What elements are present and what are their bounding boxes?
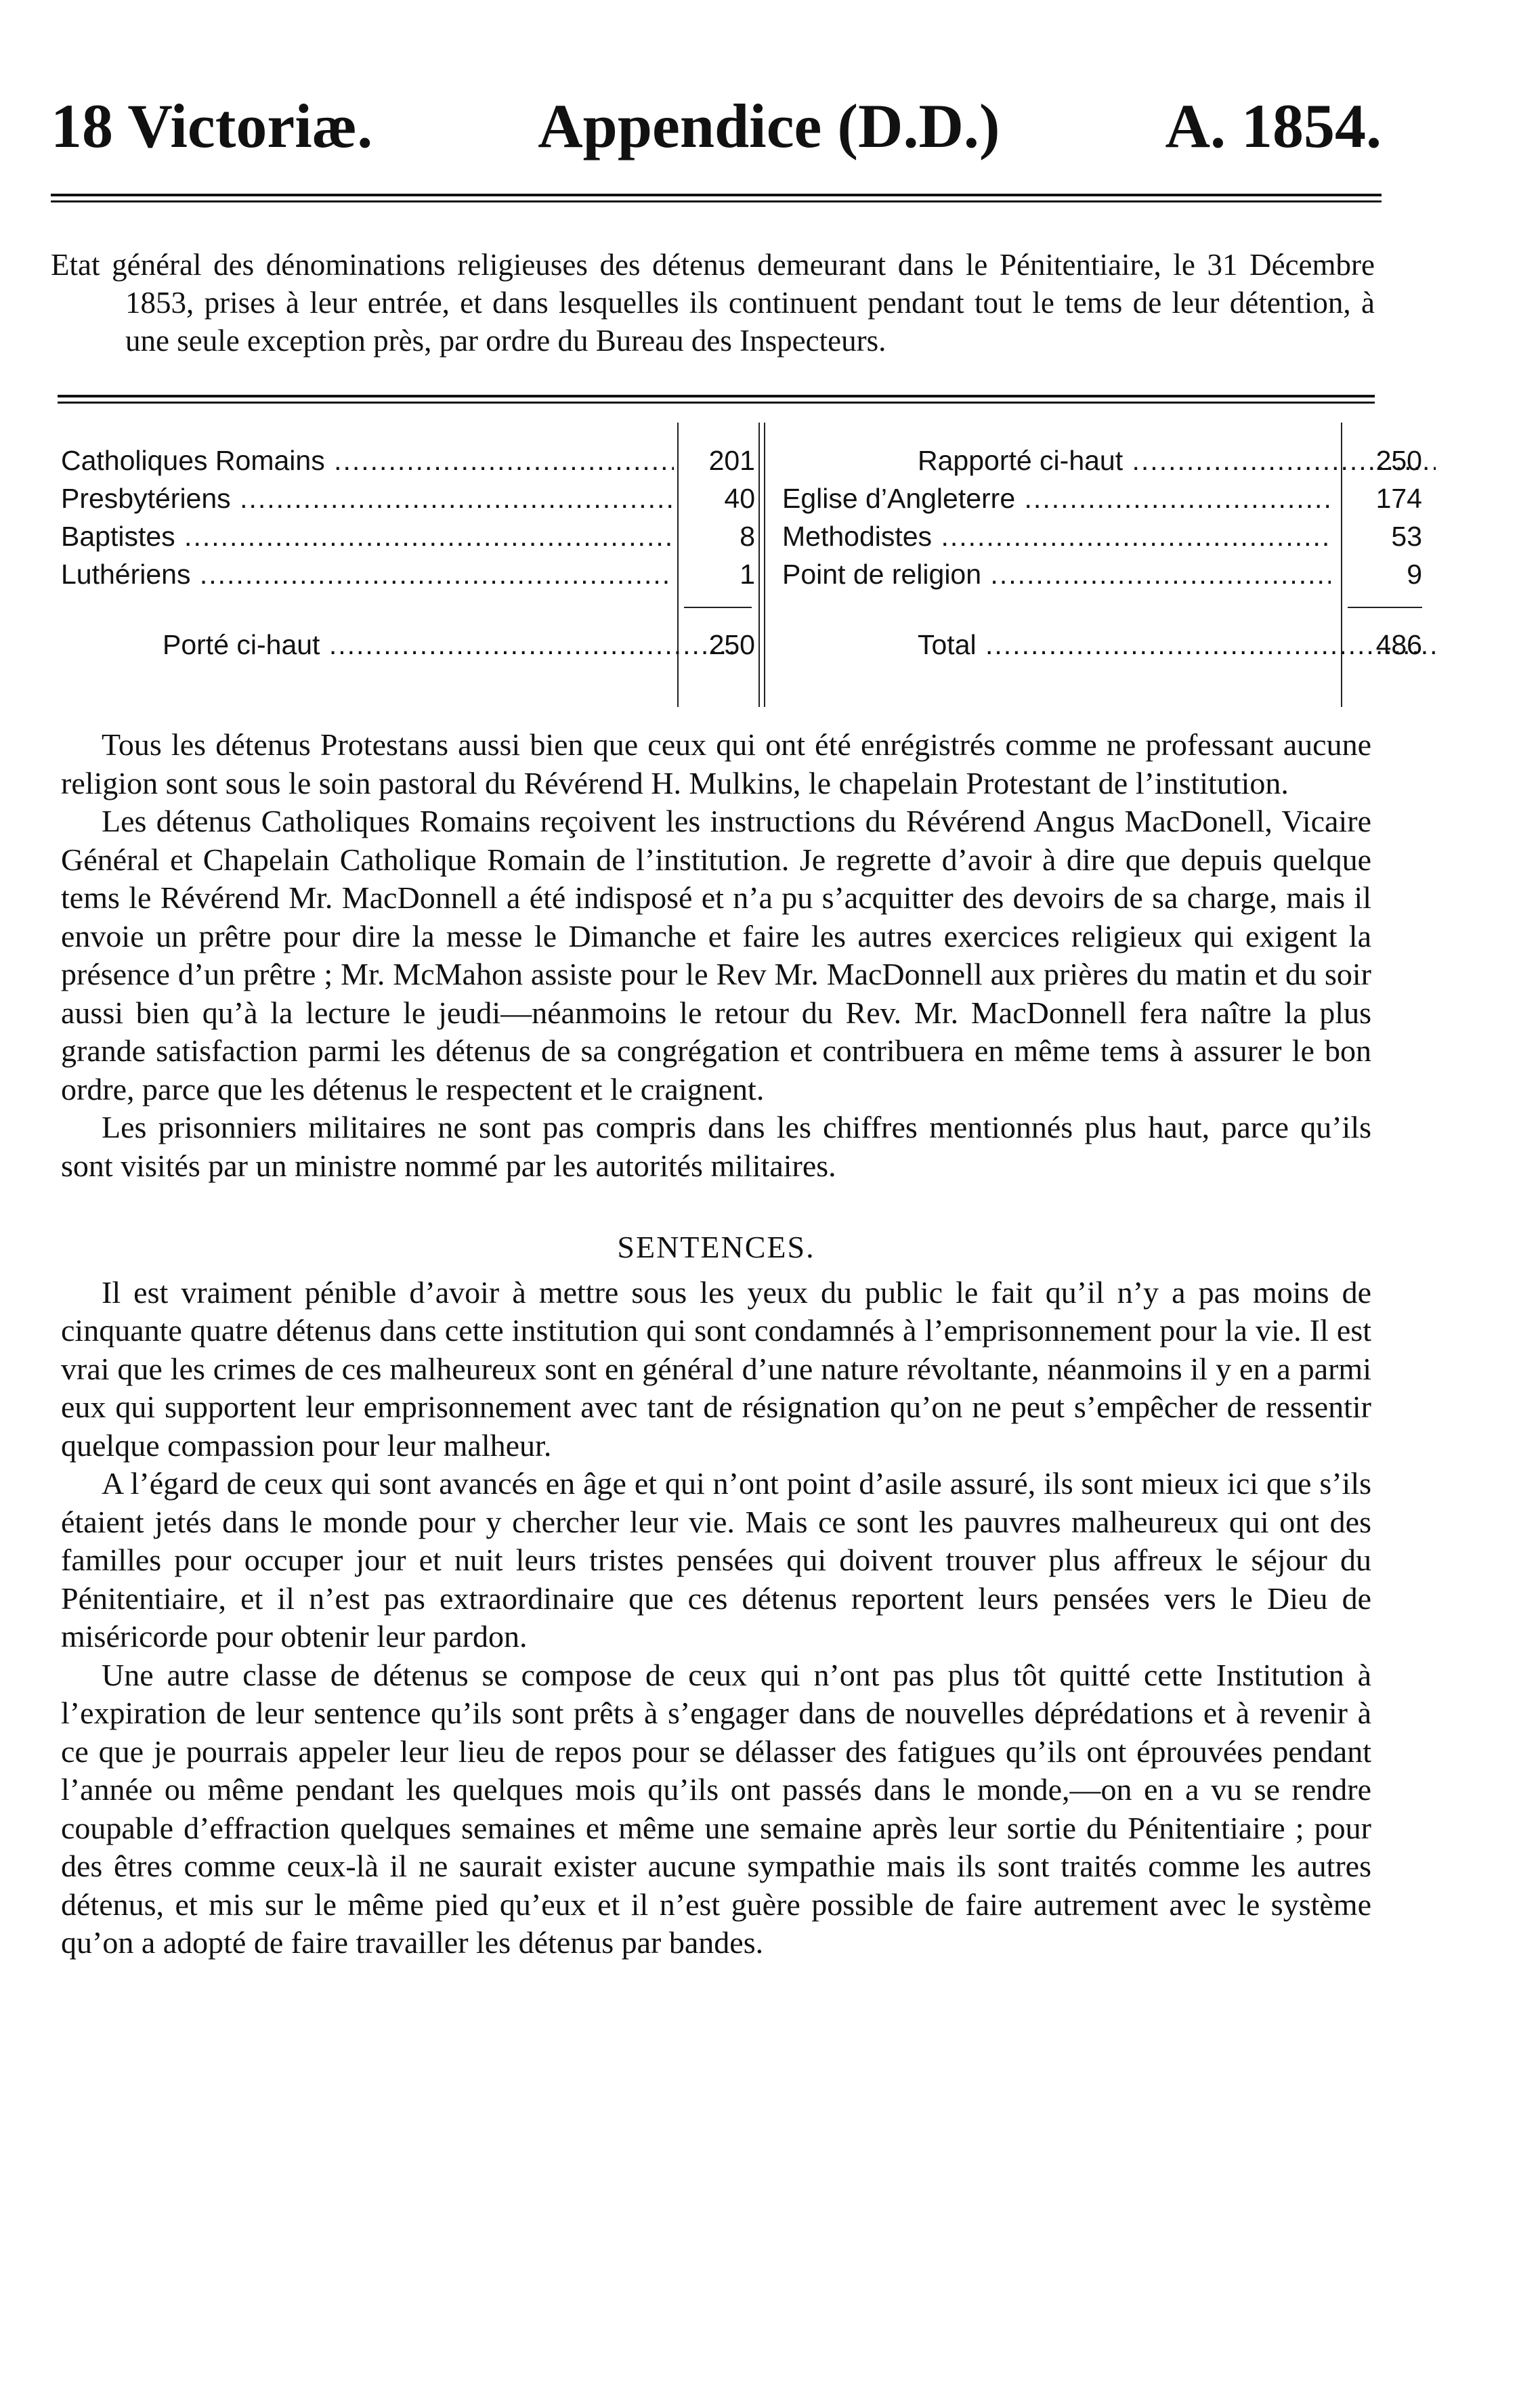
paragraph: Une autre classe de détenus se compose de ceux qui n’ont pas plus tôt quitté cette Institution à l’expiration de leur sentence qu’ils sont prêts à s’engager dans de nouvelles déprédations et à revenir à ce que je pourrais appeler leur lieu de repos pour se délasser des fatigues qu’ils ont éprouvées pendant l’année ou même pendant les quelques mois qu’ils ont passés dans le monde,—on en a vu se rendre coupable d’effraction quelques semaines et même une semaine après leur sortie du Pénitentiaire ; pour des êtres comme ceux-là il ne saurait exister aucune sympathie mais ils sont traités comme les autres détenus, et mis sur le même pied qu’eux et il n’est guère possible de faire autrement avec le système qu’on a adopté de faire travailler les détenus par bandes. (61, 1657, 1371, 1960)
row-label: Baptistes (61, 521, 175, 552)
header-appendix: Appendice (D.D.) (538, 91, 1000, 160)
row-value: 174 (1375, 483, 1422, 514)
subtotal-rule (1348, 607, 1422, 608)
report-body (51, 726, 1382, 1962)
table-caption: Etat général des dénominations religieuses des détenus demeurant dans le Pénitentiaire, le 31 Décembre 1853, prises à leur entrée, et dans lesquelles ils continuent pendant tout le tems de leur détention, à une seule exception près, par ordre du Bureau des Inspecteurs. (51, 248, 1375, 358)
paragraph: Les prisonniers militaires ne sont pas compris dans les chiffres mentionnés plus haut, parce qu’ils sont visités par un ministre nommé par les autorités militaires. (61, 1110, 1371, 1183)
row-value: 40 (724, 483, 755, 514)
religion-table (51, 423, 1422, 707)
table-total-row (61, 626, 755, 664)
table-divider (758, 423, 760, 707)
total-label: Total (918, 629, 977, 660)
subtotal-rule (684, 607, 752, 608)
total-label: Porté ci-haut (163, 629, 320, 660)
paragraph: Tous les détenus Protestans aussi bien que ceux qui ont été enrégistrés comme ne professant aucune religion sont sous le soin pastoral du Révérend H. Mulkins, le chapelain Protestant de l’institution. (61, 727, 1371, 800)
total-value: 250 (708, 629, 755, 660)
total-value: 486 (1375, 629, 1422, 660)
table-right-column (782, 423, 1436, 707)
table-row (782, 517, 1436, 555)
header-year: A. 1854. (1165, 91, 1382, 160)
table-row (782, 479, 1436, 517)
row-value: 53 (1391, 521, 1422, 552)
paragraph: Il est vraiment pénible d’avoir à mettre sous les yeux du public le fait qu’il n’y a pas moins de cinquante quatre détenus dans cette institution qui sont condamnés à l’emprisonnement pour la vie. Il est vrai que les crimes de ces malheureux sont en général d’une nature révoltante, néanmoins il y en a parmi eux qui supportent leur emprisonnement avec tant de résignation qu’on ne peut s’empêcher de ressentir quelque compassion pour leur malheur. (61, 1274, 1371, 1463)
row-label: Catholiques Romains (61, 445, 325, 476)
row-value: 250 (1375, 445, 1422, 476)
row-value: 1 (740, 559, 755, 590)
table-row (61, 517, 755, 555)
document-page (51, 91, 1422, 1962)
paragraph: A l’égard de ceux qui sont avancés en âge et qui n’ont point d’asile assuré, ils sont mieux ici que s’ils étaient jetés dans le monde pour y chercher leur vie. Mais ce sont les pauvres malheureux qui ont des familles pour occuper jour et nuit leurs tristes pensées qui doivent trouver plus affreux le séjour du Pénitentiaire, et il n’est pas extraordinaire que ces détenus reportent leurs pensées vers le Dieu de miséricorde pour obtenir leur pardon. (61, 1466, 1371, 1654)
row-label: Rapporté ci-haut (918, 445, 1124, 476)
header-volume: 18 Victoriæ. (51, 91, 373, 160)
row-label: Eglise d’Angleterre (782, 483, 1016, 514)
paragraph: Les détenus Catholiques Romains reçoivent les instructions du Révérend Angus MacDonell, Vicaire Général et Chapelain Catholique Romain de l’institution. Je regrette d’avoir à dire que depuis quelque tems le Révérend Mr. MacDonnell a été indisposé et n’a pu s’acquitter des devoirs de sa charge, mais il envoie un prêtre pour dire la messe le Dimanche et faire les autres exercices religieux qui exigent la présence d’un prêtre ; Mr. McMahon assiste pour le Rev Mr. MacDonnell aux prières du matin et du soir aussi bien qu’à la lecture le jeudi—néanmoins le retour du Rev. Mr. MacDonnell fera naître la plus grande satisfaction parmi les détenus de sa congrégation et contribuera en même tems à assurer le bon ordre, parce que les détenus le respectent et le craignent. (61, 804, 1371, 1106)
row-value: 9 (1407, 559, 1422, 590)
row-label: Presbytériens (61, 483, 231, 514)
row-label: Point de religion (782, 559, 982, 590)
table-divider (764, 423, 765, 707)
table-row (61, 555, 755, 593)
table-row (61, 479, 755, 517)
running-head (51, 91, 1382, 160)
row-label: Luthériens (61, 559, 191, 590)
table-row (782, 555, 1436, 593)
table-row (782, 442, 1436, 479)
row-label: Methodistes (782, 521, 933, 552)
row-value: 201 (708, 445, 755, 476)
section-heading: SENTENCES. (617, 1230, 815, 1264)
table-row (61, 442, 755, 479)
table-left-column (61, 423, 755, 707)
table-top-rule (58, 395, 1375, 404)
header-rule (51, 194, 1382, 202)
table-total-row (782, 626, 1436, 664)
row-value: 8 (740, 521, 755, 552)
